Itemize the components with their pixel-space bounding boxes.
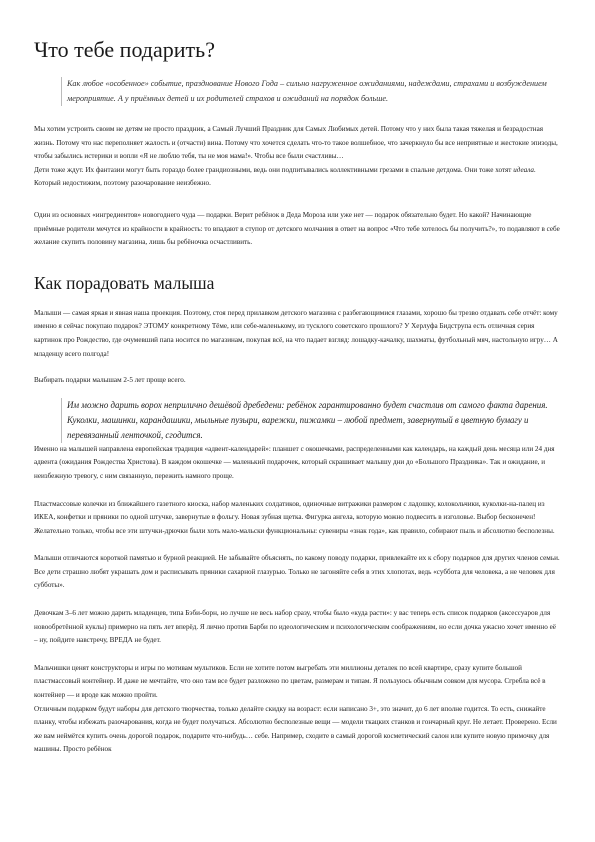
paragraph-gifts: Один из основных «ингредиентов» новогоднего чуда — подарки. Верит ребёнок в Деда Мороза или уже нет — подарок обязательно будет. Но какой? Начинающие приёмные родители мечутся из крайности в крайность: то впадают в ступор от детского молчания в ответ на вопрос «Что тебе хотелось бы получить?», то подавляют в себе желание скупить половину магазина, лишь бы ребёночка осчастливить. xyxy=(34,210,560,247)
paragraph-wishes: Мы хотим устроить своим не детям не просто праздник, а Самый Лучший Праздник для Самых Любимых детей. Потому что у них была такая тяжелая и безрадостная жизнь. Потому что нас переполняет жалость и (отчасти) вина. Потому что хочется сделать что-то такое волшебное, что зачеркнуло бы все неприятные и жестокие эпизоды, чтобы забылись истерики и вопли «Я не люблю тебя, ты не моя мама!». Чтобы все были счастливы… xyxy=(34,125,558,161)
paragraph-age-2-5: Выбирать подарки малышам 2-5 лет проще всего. xyxy=(34,376,186,385)
paragraph-memory: Малыши отличаются короткой памятью и бурной реакцией. Не забывайте объяснять, по какому поводу подарки, привлекайте их к сбору подарков для других членов семьи. Все дети страшно любят украшать дом и расписывать пряники сахарной глазурью. Только не загоняйте себя в этих хлопотах, ведь «суббота для человека, а не человек для субботы». xyxy=(34,554,560,590)
paragraph-advent: Именно на малышей направлена европейская традиция «адвент-календарей»: планшет с окошечками, распределенными как календарь, на каждый день месяца или 24 дня адвента (ожидания Рождества Христова). В каждом окошечке — маленький подарочек, который скрашивает малышу дни до «Большого Праздника». Так и ожидание, и неизбежную тревогу, с ним связанную, пережить намного проще. xyxy=(34,444,555,480)
text-span: Дети тоже ждут. Их фантазии могут быть гораздо более грандиозными, ведь они подпитывались коллективными грезами в спальне детдома. Они тоже хотят xyxy=(34,165,514,174)
paragraph-boys: Мальчишки ценят конструкторы и игры по мотивам мультиков. Если не хотите потом выгребать эти миллионы деталек по всей квартире, сразу купите большой пластмассовый контейнер. И даже не мечтайте, что оно там все будет разложено по цветам, размерам и типам. Я пользуюсь обычным совком для мусора. Сгребла всё в контейнер — и вроде как можно пройти. xyxy=(34,663,546,700)
paragraph-creativity: Отличным подарком будут наборы для детского творчества, только делайте скидку на возраст: если написано 3+, это значит, до 6 лет вполне годится. То есть, снижайте планку, чтобы избежать разочарования, когда не будет получаться. Абсолютно бесполезные вещи — модели ткацких станков и гончарный круг. Не летает. Проверено. Если же вам неймётся купить очень дорогой подарок, подарите что-нибудь… себе. Например, сходите в самый дорогой косметический салон или купите новую примочку для машины. Просто ребёнок xyxy=(34,704,557,754)
page-title: Что тебе подарить? xyxy=(34,37,215,62)
paragraph-projection: Малыши — самая яркая и явная наша проекция. Поэтому, стоя перед прилавком детского магазина с разбегающимися глазами, хорошо бы трезво отдавать себе отчёт: кому именно я сейчас покупаю подарок? ЭТОМУ конкретному Тёме, или себе-маленькому, из тусклого советского прошлого? У Херлуфа Бидструпа есть отличная серия картинок про Рождество, где очумевший папа носится по магазинам, покупая всё, на что падает взгляд: лошадку-качалку, шахматы, футбольный мяч, настольную игру… А младенцу всего полгода! xyxy=(34,308,558,358)
intro-quote: Как любое «особенное» событие, празднование Нового Года – сильно нагруженное ожиданиями, надеждами, страхами и возбуждением мероприятие. А у приёмных детей и их родителей страхов и ожиданий на порядок больше. xyxy=(61,77,561,106)
cheap-gifts-quote: Им можно дарить ворох неприлично дешёвой дребедени: ребёнок гарантированно будет счастлив от самого факта дарения. Куколки, машинки, карандашики, мыльные пузыри, варежки, пижамки – любой предмет, завернутый в цветную бумагу и перевязанный ленточкой, сгодится. xyxy=(61,398,561,443)
paragraph-girls: Девочкам 3–6 лет можно дарить младенцев, типа Бэби-борн, но лучше не весь набор сразу, чтобы было «куда расти»: у вас теперь есть список подарков (аксессуаров для новообретённой куклы) примерно на пять лет вперёд. Я лично против Барби по идеологическим и психологическим соображениям, но если дочка ужасно хочет именно её – ну, пойдите навстречу, ВРЕДА не будет. xyxy=(34,609,556,645)
emphasis-ideal: идеала xyxy=(513,165,534,174)
paragraph-small-things: Пластмассовые колечки из ближайшего газетного киоска, набор маленьких солдатиков, одиночные витражики размером с ладошку, колокольчики, куколки-на-палец из ИКЕА, конфетки и пряники по одной штучке, завернутые в фольгу. Новая зубная щетка. Фигурка ангела, которую можно подвесить в изголовье. Выбор бесконечен! Желательно только, чтобы все эти штучки-дрючки были хоть мало-мальски функциональны: сувениры «знак года», как правило, собирают пыль и абсолютно бесполезны. xyxy=(34,499,555,535)
text-span: . Который недостижим, поэтому разочарование неизбежно. xyxy=(34,165,536,188)
section-title: Как порадовать малыша xyxy=(34,272,215,293)
paragraph-children-wait xyxy=(34,164,561,191)
